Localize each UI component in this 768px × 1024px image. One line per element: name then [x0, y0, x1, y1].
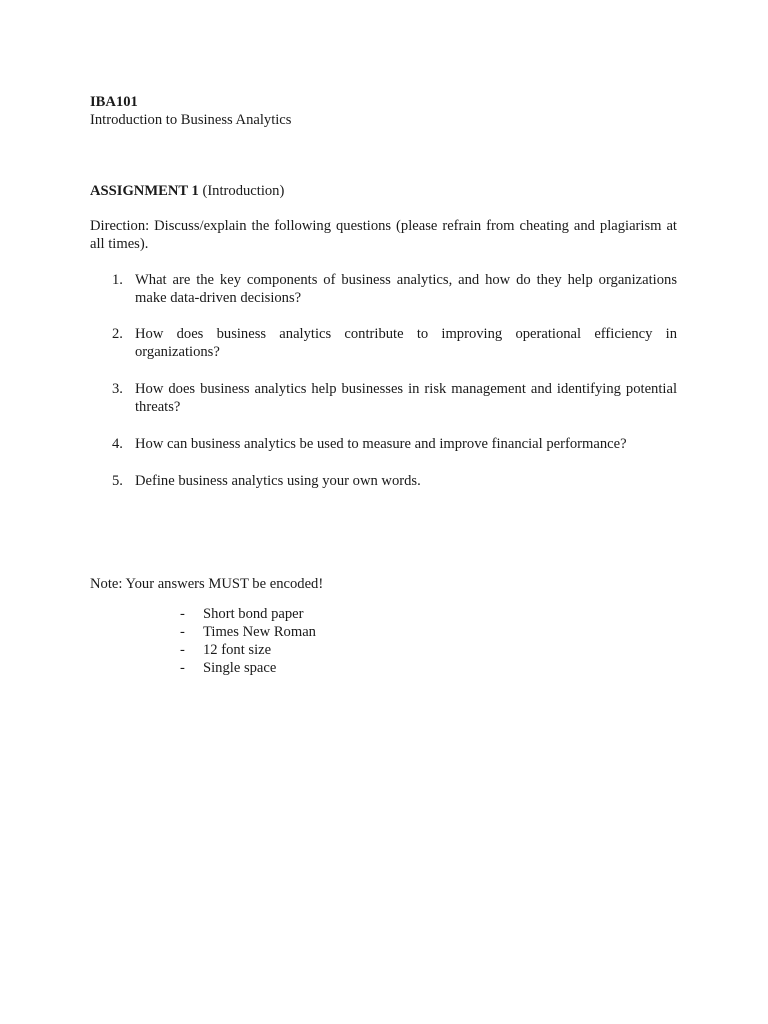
- question-item: [90, 435, 677, 453]
- bullet-dash: -: [180, 660, 185, 676]
- question-text: What are the key components of business analytics, and how do they help organizations make data-driven decisions?: [135, 272, 677, 306]
- direction-text: Direction: Discuss/explain the following questions (please refrain from cheating and plagiarism at all times).: [90, 218, 677, 252]
- question-number: 4.: [112, 436, 123, 452]
- question-number: 1.: [112, 272, 123, 288]
- assignment-heading: [90, 182, 284, 200]
- question-item: [90, 325, 677, 361]
- requirement-text: Times New Roman: [203, 624, 316, 640]
- bullet-dash: -: [180, 642, 185, 658]
- question-number: 2.: [112, 326, 123, 342]
- question-number: 3.: [112, 381, 123, 397]
- question-text: Define business analytics using your own words.: [135, 473, 421, 489]
- question-text: How can business analytics be used to measure and improve financial performance?: [135, 436, 627, 452]
- requirement-text: 12 font size: [203, 642, 272, 658]
- question-item: [90, 271, 677, 307]
- bullet-dash: -: [180, 624, 185, 640]
- requirement-text: Short bond paper: [203, 606, 304, 622]
- question-item: [90, 472, 677, 490]
- question-item: [90, 380, 677, 416]
- question-text: How does business analytics help businesses in risk management and identifying potential threats?: [135, 381, 677, 415]
- course-title: Introduction to Business Analytics: [90, 112, 292, 128]
- requirement-text: Single space: [203, 660, 277, 676]
- assignment-subtitle: (Introduction): [198, 183, 285, 199]
- bullet-dash: -: [180, 606, 185, 622]
- assignment-label: ASSIGNMENT 1: [90, 183, 199, 199]
- question-text: How does business analytics contribute to improving operational efficiency in organizations?: [135, 326, 677, 360]
- question-number: 5.: [112, 473, 123, 489]
- course-code: IBA101: [90, 94, 138, 110]
- note-text: Note: Your answers MUST be encoded!: [90, 576, 324, 592]
